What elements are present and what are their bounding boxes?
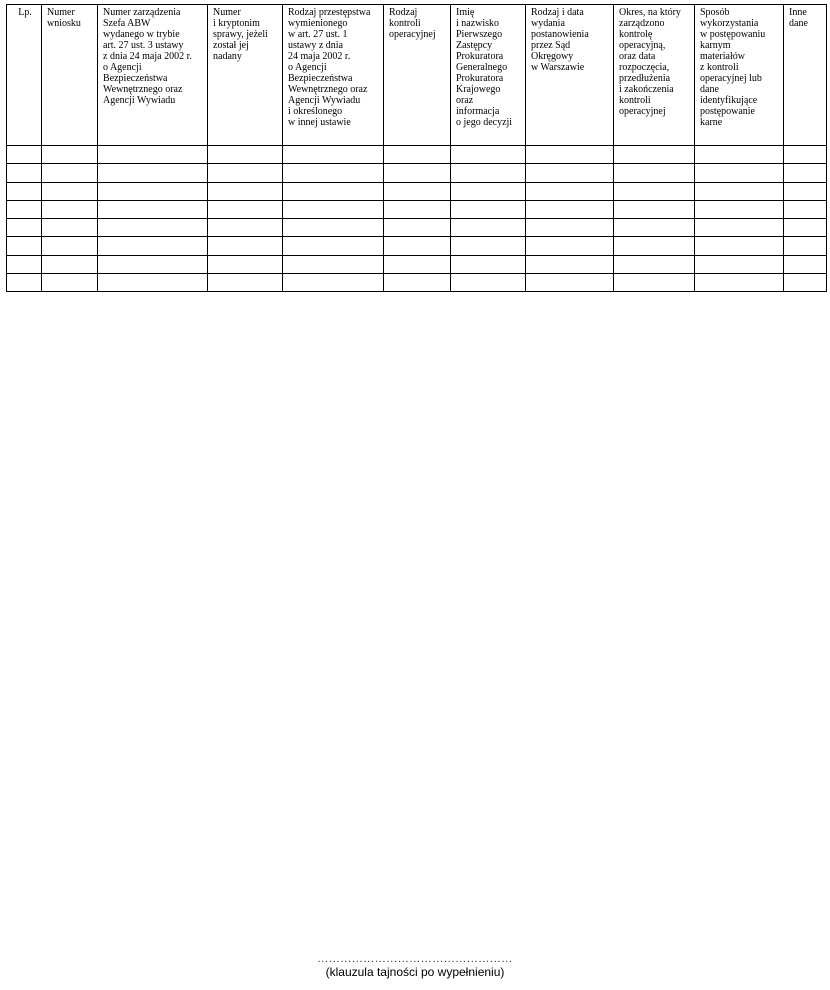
table-cell — [42, 255, 98, 273]
table-cell — [42, 182, 98, 200]
table-cell — [7, 200, 42, 218]
table-cell — [7, 255, 42, 273]
table-cell — [451, 146, 526, 164]
header-numer-kryptonim: Numer i kryptonim sprawy, jeżeli został jej nadany — [208, 5, 283, 146]
table-cell — [42, 164, 98, 182]
table-cell — [384, 164, 451, 182]
header-rodzaj-data-postanowienia: Rodzaj i data wydania postanowienia przez Sąd Okręgowy w Warszawie — [526, 5, 614, 146]
table-cell — [283, 274, 384, 292]
table-cell — [98, 219, 208, 237]
table-cell — [695, 182, 784, 200]
table-cell — [42, 274, 98, 292]
header-okres-kontroli: Okres, na który zarządzono kontrolę operacyjną, oraz data rozpoczęcia, przedłużenia i zakończenia kontroli operacyjnej — [614, 5, 695, 146]
table-cell — [695, 146, 784, 164]
header-numer-zarzadzenia: Numer zarządzenia Szefa ABW wydanego w trybie art. 27 ust. 3 ustawy z dnia 24 maja 2002 r. o Agencji Bezpieczeństwa Wewnętrznego oraz Agencji Wywiadu — [98, 5, 208, 146]
table-cell — [526, 274, 614, 292]
table-cell — [695, 255, 784, 273]
table-cell — [784, 164, 827, 182]
table-cell — [614, 237, 695, 255]
table-cell — [451, 219, 526, 237]
table-cell — [98, 200, 208, 218]
table-cell — [208, 219, 283, 237]
table-cell — [42, 200, 98, 218]
table-row — [7, 237, 827, 255]
table-row — [7, 274, 827, 292]
table-cell — [451, 274, 526, 292]
table-row — [7, 200, 827, 218]
table-cell — [526, 146, 614, 164]
table-cell — [7, 237, 42, 255]
table-cell — [614, 182, 695, 200]
header-numer-wniosku: Numer wniosku — [42, 5, 98, 146]
table-cell — [7, 219, 42, 237]
table-cell — [208, 255, 283, 273]
table-cell — [98, 182, 208, 200]
table-cell — [614, 274, 695, 292]
table-cell — [7, 164, 42, 182]
table-cell — [384, 274, 451, 292]
table-cell — [784, 237, 827, 255]
table-row — [7, 146, 827, 164]
table-cell — [208, 200, 283, 218]
table-cell — [384, 237, 451, 255]
secrecy-clause-caption: (klauzula tajności po wypełnieniu) — [325, 965, 505, 979]
table-cell — [614, 146, 695, 164]
table-cell — [784, 219, 827, 237]
table-cell — [98, 164, 208, 182]
table-cell — [384, 255, 451, 273]
table-cell — [283, 146, 384, 164]
table-cell — [283, 182, 384, 200]
table-cell — [283, 164, 384, 182]
table-cell — [42, 237, 98, 255]
table-row — [7, 164, 827, 182]
table-cell — [784, 255, 827, 273]
table-body — [7, 146, 827, 292]
table-cell — [98, 237, 208, 255]
table-cell — [526, 255, 614, 273]
header-rodzaj-przestepstwa: Rodzaj przestępstwa wymienionego w art. 27 ust. 1 ustawy z dnia 24 maja 2002 r. o Agencji Bezpieczeństwa Wewnętrznego oraz Agencji Wywiadu i określonego w innej ustawie — [283, 5, 384, 146]
table-cell — [451, 255, 526, 273]
table-cell — [784, 274, 827, 292]
table-cell — [695, 274, 784, 292]
table-cell — [526, 200, 614, 218]
header-lp: Lp. — [7, 5, 42, 146]
table-cell — [283, 255, 384, 273]
table-cell — [42, 146, 98, 164]
table-cell — [384, 219, 451, 237]
table-cell — [784, 182, 827, 200]
table-cell — [614, 219, 695, 237]
table-row — [7, 182, 827, 200]
table-cell — [784, 200, 827, 218]
table-cell — [695, 219, 784, 237]
header-inne-dane: Inne dane — [784, 5, 827, 146]
table-cell — [283, 200, 384, 218]
header-row — [7, 5, 827, 146]
table-cell — [695, 237, 784, 255]
table-cell — [283, 237, 384, 255]
table-cell — [42, 219, 98, 237]
table-cell — [7, 146, 42, 164]
table-cell — [451, 182, 526, 200]
table-row — [7, 255, 827, 273]
header-imie-nazwisko: Imię i nazwisko Pierwszego Zastępcy Prokuratora Generalnego Prokuratora Krajowego oraz informacja o jego decyzji — [451, 5, 526, 146]
table-cell — [451, 200, 526, 218]
table-cell — [98, 255, 208, 273]
table-cell — [526, 164, 614, 182]
table-cell — [208, 182, 283, 200]
table-cell — [98, 146, 208, 164]
signature-dots: …………………………………………… — [317, 953, 513, 965]
table-cell — [784, 146, 827, 164]
table-cell — [384, 200, 451, 218]
table-cell — [208, 237, 283, 255]
table-cell — [614, 200, 695, 218]
table-cell — [208, 274, 283, 292]
table-cell — [526, 237, 614, 255]
table-cell — [614, 164, 695, 182]
table-cell — [614, 255, 695, 273]
table-cell — [98, 274, 208, 292]
table-cell — [695, 164, 784, 182]
table-cell — [695, 200, 784, 218]
register-table — [6, 4, 827, 292]
table-cell — [208, 164, 283, 182]
table-row — [7, 219, 827, 237]
header-sposob-wykorzystania: Sposób wykorzystania w postępowaniu karnym materiałów z kontroli operacyjnej lub dane identyfikujące postępowanie karne — [695, 5, 784, 146]
table-cell — [451, 237, 526, 255]
table-cell — [384, 146, 451, 164]
table-cell — [526, 182, 614, 200]
table-cell — [7, 182, 42, 200]
table-cell — [451, 164, 526, 182]
table-cell — [208, 146, 283, 164]
table-cell — [526, 219, 614, 237]
header-rodzaj-kontroli: Rodzaj kontroli operacyjnej — [384, 5, 451, 146]
table-cell — [283, 219, 384, 237]
table-cell — [7, 274, 42, 292]
table-cell — [384, 182, 451, 200]
